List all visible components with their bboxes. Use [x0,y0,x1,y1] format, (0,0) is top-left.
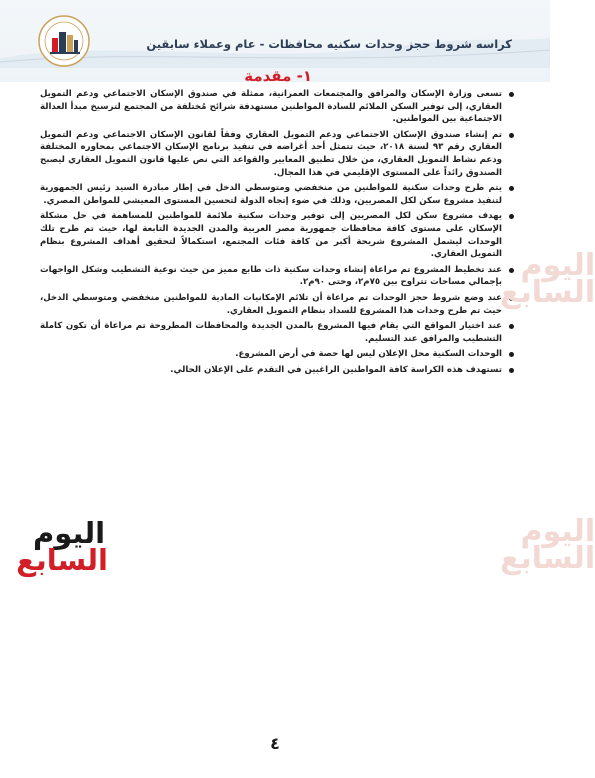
paragraph-text: يهدف مشروع سكن لكل المصريين إلى توفير وحدات سكنية ملائمة للمواطنين للمساهمة في حل مشكلة الإسكان على مستوى كافة محافظات جمهورية مصر العربية والمدن الجديدة التابعة لها، حيث تم طرح تلك الوحدات ليشمل المشروع شريحة أكبر من كافة فئات المجتمع، استكمالاً لتحقيق أهداف المشروع بنظام التمويل العقاري. [40,211,502,260]
section-heading: ١- مقدمة [244,67,312,85]
bullet-icon [509,92,514,97]
paragraph-text: تسعى وزارة الإسكان والمرافق والمجتمعات العمرانية، ممثلة في صندوق الإسكان الاجتماعي ودعم التمويل العقاري، إلى توفير السكن الملائم للسادة المواطنين مستهدفة شرائح مُختلفة من المجتمع لترسيخ مبدأ العدالة الاجتماعية بين المواطنين. [40,89,502,125]
watermark-line: اليوم [520,514,595,549]
paragraph-text: عند وضع شروط حجز الوحدات تم مراعاة أن تلائم الإمكانيات المادية للمواطنين منخفضي ومتوسطي الدخل، حيث تم طرح وحدات هذا المشروع للسداد بنظام التمويل العقاري. [40,292,502,316]
paragraph-text: الوحدات السكنية محل الإعلان ليس لها حصة في أرض المشروع. [235,349,502,360]
youm7-logo [16,516,108,584]
bullet-icon [509,368,514,373]
paragraph-text: عند اختيار المواقع التي يقام فيها المشروع بالمدن الجديدة والمحافظات المطروحة تم مراعاة أن تكون كاملة التشطيب والمرافق عند التسليم. [40,321,502,344]
watermark-line: اليوم [520,248,595,283]
youm7-watermark [500,514,595,576]
paragraph [40,182,514,207]
bullet-icon [509,214,514,219]
bullet-icon [509,186,514,191]
logo-line-1: اليوم [32,516,106,550]
youm7-watermark [500,248,595,310]
paragraph [40,364,514,377]
paragraph [40,320,514,345]
bullet-icon [509,324,514,329]
bullet-icon [509,352,514,357]
paragraph-text: تم إنشاء صندوق الإسكان الاجتماعي ودعم التمويل العقاري وفقاً لقانون الإسكان الاجتماعي ودعم التمويل العقاري رقم ٩٣ لسنة ٢٠١٨، حيث تتمثل أحد أغراضه في تنفيذ برنامج الإسكان الاجتماعي بمحاوره المختلفة ودعم نشاط التمويل العقاري، من خلال تطبيق المعايير والقواعد التي نص عليها قانون التمويل العقاري ليصبح الصندوق رائداً على المستوى الإقليمي في هذا المجال. [40,129,502,178]
document-header-title: كراسه شروط حجز وحدات سكنيه محافظات - عام وعملاء سابقين [146,37,512,51]
intro-content [40,88,514,379]
watermark-line: السابع [500,541,595,576]
paragraph [40,210,514,260]
logo-line-2: السابع [16,543,108,577]
paragraph-text: عند تخطيط المشروع تم مراعاة إنشاء وحدات سكنية ذات طابع مميز من حيث نوعية التشطيب وشكل الواجهات بإجمالي مساحات تتراوح بين ٧٥م٢، وحتى ٩٠م٢. [40,264,502,288]
paragraph [40,129,514,179]
paragraph [40,292,514,317]
paragraph [40,348,514,361]
paragraph-text: يتم طرح وحدات سكنية للمواطنين من منخفضي ومتوسطي الدخل في إطار مبادرة السيد رئيس الجمهورية لتنفيذ مشروع سكن لكل المصريين، وذلك في ضوء إتجاه الدولة لتحسين المستوى المعيشي للمواطن المصري. [40,183,502,206]
paragraph [40,88,514,126]
bullet-icon [509,133,514,138]
page-number: ٤ [270,734,280,753]
ministry-logo [37,14,91,68]
paragraph [40,264,514,289]
watermark-line: السابع [500,275,595,310]
paragraph-text: تستهدف هذه الكراسة كافة المواطنين الراغبين في التقدم على الإعلان الحالي. [170,364,502,375]
